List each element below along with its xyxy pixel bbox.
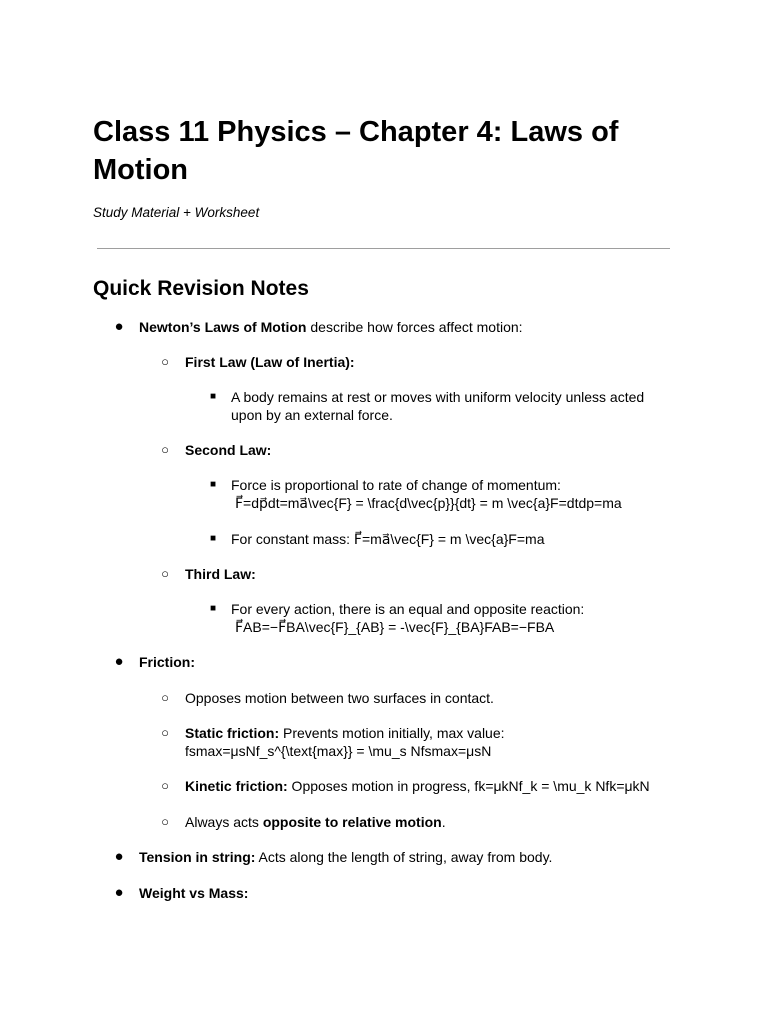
square-bullet-icon: ■ — [209, 391, 217, 402]
second-law-item-1-line-1: Force is proportional to rate of change of momentum: — [231, 477, 561, 493]
circle-bullet-icon: ○ — [161, 566, 169, 581]
circle-bullet-icon: ○ — [161, 725, 169, 740]
list-item-newtons-laws — [139, 318, 523, 336]
disc-bullet-icon: ● — [114, 653, 124, 670]
first-law-description-line-2: upon by an external force. — [231, 407, 393, 423]
list-item-weight-vs-mass: Weight vs Mass: — [139, 885, 249, 901]
friction-item-direction — [185, 813, 446, 831]
circle-bullet-icon: ○ — [161, 690, 169, 705]
horizontal-divider — [97, 248, 670, 249]
second-law-formula: F⃗=dp⃗dt=ma⃗\vec{F} = \frac{d\vec{p}}{dt} = m \vec{a}F=dtdp=ma — [235, 495, 622, 511]
disc-bullet-icon: ● — [114, 848, 124, 865]
second-law-item-2: For constant mass: F⃗=ma⃗\vec{F} = m \vec{a}F=ma — [231, 531, 545, 547]
square-bullet-icon: ■ — [209, 603, 217, 614]
circle-bullet-icon: ○ — [161, 814, 169, 829]
list-item-first-law: First Law (Law of Inertia): — [185, 354, 355, 370]
circle-bullet-icon: ○ — [161, 778, 169, 793]
square-bullet-icon: ■ — [209, 533, 217, 544]
friction-direction-prefix: Always acts — [185, 814, 263, 830]
disc-bullet-icon: ● — [114, 884, 124, 901]
list-item-tension — [139, 848, 552, 866]
list-item-text: describe how forces affect motion: — [306, 319, 523, 335]
static-friction-label: Static friction: — [185, 725, 280, 741]
tension-label: Tension in string: — [139, 849, 256, 865]
tension-text: Acts along the length of string, away from body. — [255, 849, 553, 865]
friction-item-kinetic — [185, 777, 650, 795]
static-friction-text: Prevents motion initially, max value: — [279, 725, 505, 741]
friction-direction-bold: opposite to relative motion — [262, 814, 442, 830]
third-law-description: For every action, there is an equal and opposite reaction: — [231, 601, 585, 617]
static-friction-formula: fsmax=μsNf_s^{\text{max}} = \mu_s Nfsmax=μsN — [185, 743, 492, 759]
first-law-description-line-1: A body remains at rest or moves with uniform velocity unless acted — [231, 389, 645, 405]
kinetic-friction-label: Kinetic friction: — [185, 778, 288, 794]
section-heading: Quick Revision Notes — [93, 277, 309, 300]
circle-bullet-icon: ○ — [161, 442, 169, 457]
document-subtitle: Study Material + Worksheet — [93, 205, 260, 220]
list-item-friction: Friction: — [139, 654, 195, 670]
third-law-formula: F⃗AB=−F⃗BA\vec{F}_{AB} = -\vec{F}_{BA}FAB=−FBA — [235, 619, 555, 635]
square-bullet-icon: ■ — [209, 479, 217, 490]
list-item-third-law: Third Law: — [185, 566, 256, 582]
list-item-second-law: Second Law: — [185, 442, 272, 458]
list-item-bold-label: Newton’s Laws of Motion — [139, 319, 307, 335]
friction-item-static — [185, 724, 505, 742]
friction-item-contact: Opposes motion between two surfaces in contact. — [185, 690, 494, 706]
disc-bullet-icon: ● — [114, 318, 124, 335]
document-title: Class 11 Physics – Chapter 4: Laws of Motion — [93, 116, 619, 186]
friction-direction-suffix: . — [441, 814, 446, 830]
circle-bullet-icon: ○ — [161, 354, 169, 369]
kinetic-friction-text: Opposes motion in progress, fk=μkNf_k = \mu_k Nfk=μkN — [287, 778, 650, 794]
